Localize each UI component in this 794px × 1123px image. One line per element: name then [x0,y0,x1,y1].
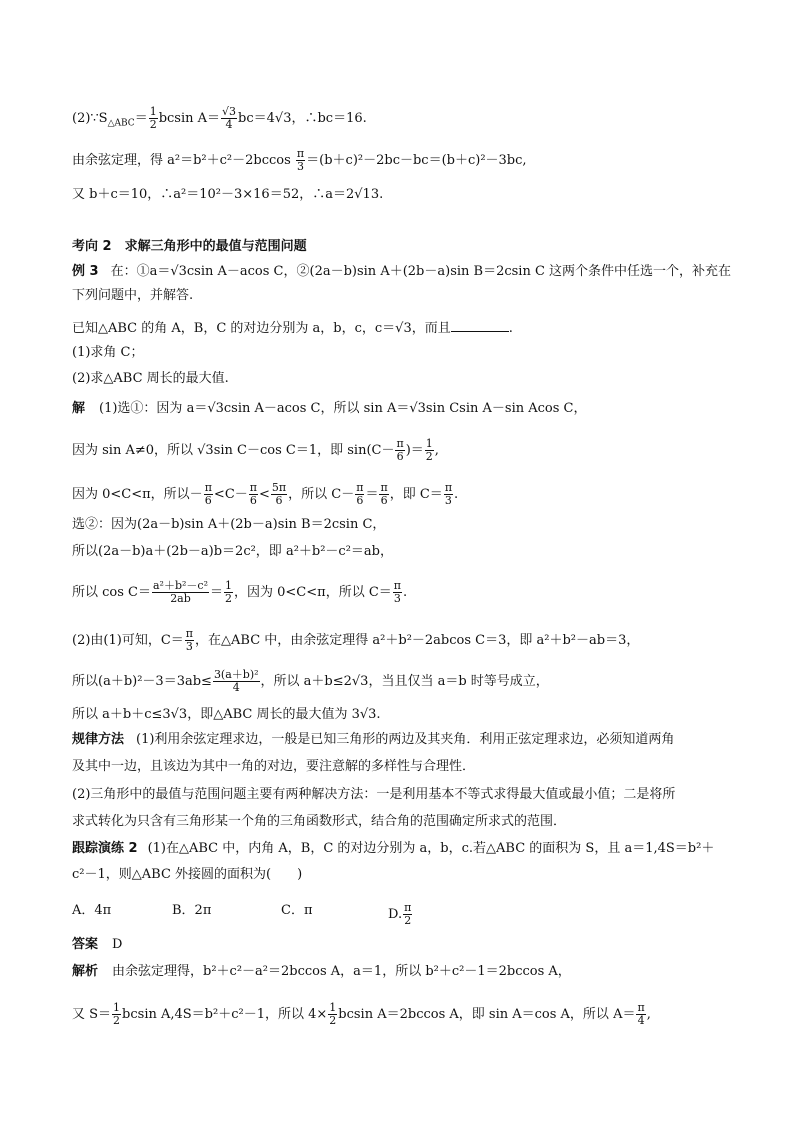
solution-step-5: 所以(2a－b)a＋(2b－a)b＝2c²，即 a²＋b²－c²＝ab， [72,544,394,559]
fraction: $\frac{\pi}{3}$ [393,579,402,605]
solution-step-4: 选②：因为(2a－b)sin A＋(2b－a)sin B＝2csin C， [72,517,386,532]
fraction: $\frac{\pi}{2}$ [404,901,412,927]
method-line-1: 规律方法 (1)利用余弦定理求边，一般是已知三角形的两边及其夹角．利用正弦定理求边，必须知道两角 [72,732,675,747]
solution-step-8: 所以(a＋b)²－3＝3ab≤ $\frac{\text{3(a＋b)²}}{4}$ ，所以 a＋b≤2√3，当且仅当 a＝b 时等号成立， [72,668,549,694]
fraction: $\frac{\text{3(a＋b)²}}{4}$ [213,668,259,694]
analysis-label: 解析 [72,964,99,979]
method-label: 规律方法 [72,732,125,747]
solution-step-9: 所以 a＋b＋c≤3√3，即△ABC 周长的最大值为 3√3. [72,707,381,722]
analysis-line-2: 又 S＝ $\frac{1}{2}$ bcsin A,4S＝b²＋c²－1，所以 4× $\frac{1}{2}$ bcsin A＝2bccos A，即 sin A＝cos A，所以 A＝ $\frac{\pi}{4}$ , [72,1001,651,1027]
fraction: $\frac{1}{2}$ [329,1001,337,1027]
fraction: $\frac{\pi}{4}$ [637,1001,645,1027]
answer-blank [451,319,509,332]
fraction: $\frac{\pi}{6}$ [204,481,212,507]
fraction: $\frac{√3}{4}$ [222,105,237,131]
solution-line-3: 又 b＋c＝10，∴a²＝10²－3×16＝52，∴a＝2√13. [72,187,384,202]
solution-line-2: 由余弦定理，得 a²＝b²＋c²－2bccos $\frac{\pi}{3}$ ＝(b＋c)²－2bc－bc＝(b＋c)²－3bc, [72,147,527,173]
solution-step-2: 因为 sin A≠0，所以 √3sin C－cos C＝1，即 sin(C－ $\frac{\pi}{6}$ )＝ $\frac{1}{2}$ , [72,437,439,463]
question-1: (1)求角 C； [72,345,144,360]
fraction: $\frac{1}{2}$ [113,1001,121,1027]
fraction: $\frac{\pi}{6}$ [249,481,257,507]
fraction: $\frac{\pi}{6}$ [356,481,364,507]
method-line-4: 求式转化为只含有三角形某一个角的三角函数形式，结合角的范围确定所求式的范围． [72,814,567,829]
solution-label: 解 [72,401,86,416]
fraction: $\frac{1}{2}$ [149,105,157,131]
fraction: $\frac{\pi}{3}$ [444,481,453,507]
answer-label: 答案 [72,937,99,952]
example-line-1: 例 3 在：①a＝√3csin A－acos C，②(2a－b)sin A＋(2b－a)sin B＝2csin C 这两个条件中任选一个，补充在 [72,264,732,279]
method-line-3: (2)三角形中的最值与范围问题主要有两种解决方法：一是利用基本不等式求得最大值或最小值；二是将所 [72,787,676,802]
fraction: $\frac{\pi}{3}$ [296,147,305,173]
fraction: $\frac{5\pi}{6}$ [271,481,287,507]
solution-step-6: 所以 cos C＝ $\frac{\text{a²＋b²－c²}}{2ab}$ ＝ $\frac{1}{2}$ ，因为 0<C<π，所以 C＝ $\frac{\pi}{3}$ . [72,579,408,605]
track-line-1: 跟踪演练 2 (1)在△ABC 中，内角 A，B，C 的对边分别为 a，b，c.若△ABC 的面积为 S，且 a＝1,4S＝b²＋ [72,841,715,856]
fraction: $\frac{\pi}{6}$ [380,481,388,507]
section-title: 考向 2 求解三角形中的最值与范围问题 [72,239,307,254]
fraction: $\frac{\text{a²＋b²－c²}}{2ab}$ [153,579,208,605]
solution-step-1: 解 (1)选①：因为 a＝√3csin A－acos C，所以 sin A＝√3sin Csin A－sin Acos C， [72,401,587,416]
solution-step-3: 因为 0<C<π，所以－ $\frac{\pi}{6}$ <C－ $\frac{\pi}{6}$ < $\frac{5\pi}{6}$ ，所以 C－ $\frac{\pi}{6}$ ＝ $\frac{\pi}{6}$ ，即 C＝ $\frac{\pi}{3}$ . [72,481,459,507]
solution-step-7: (2)由(1)可知，C＝ $\frac{\pi}{3}$ ，在△ABC 中，由余弦定理得 a²＋b²－2abcos C＝3，即 a²＋b²－ab＝3， [72,627,640,653]
example-line-3: 已知△ABC 的角 A，B，C 的对边分别为 a，b，c，c＝√3，而且 . [72,321,513,336]
analysis-line-1: 解析 由余弦定理得，b²＋c²－a²＝2bccos A，a＝1，所以 b²＋c²－1＝2bccos A， [72,964,571,979]
fraction: $\frac{\pi}{3}$ [185,627,194,653]
fraction: $\frac{1}{2}$ [225,579,233,605]
option-c: C．π [281,903,313,918]
example-label: 例 3 [72,264,99,279]
option-b: B．2π [172,903,212,918]
track-line-2: c²－1，则△ABC 外接圆的面积为( ) [72,867,303,882]
fraction: $\frac{\pi}{6}$ [396,437,404,463]
answer-line: 答案 D [72,937,123,952]
example-line-2: 下列问题中，并解答. [72,288,194,303]
fraction: $\frac{1}{2}$ [425,437,433,463]
solution-line-1: $(2)\because S_{\triangle ABC}=$ $\frac{1}{2}$ bcsin A＝ $\frac{√3}{4}$ bc＝4√3，∴bc＝16. [72,105,367,131]
option-a: A．4π [72,903,112,918]
question-2: (2)求△ABC 周长的最大值. [72,371,229,386]
track-label: 跟踪演练 2 [72,841,138,856]
option-d: D. $\frac{\pi}{2}$ [388,901,412,927]
method-line-2: 及其中一边，且该边为其中一角的对边，要注意解的多样性与合理性． [72,759,476,774]
